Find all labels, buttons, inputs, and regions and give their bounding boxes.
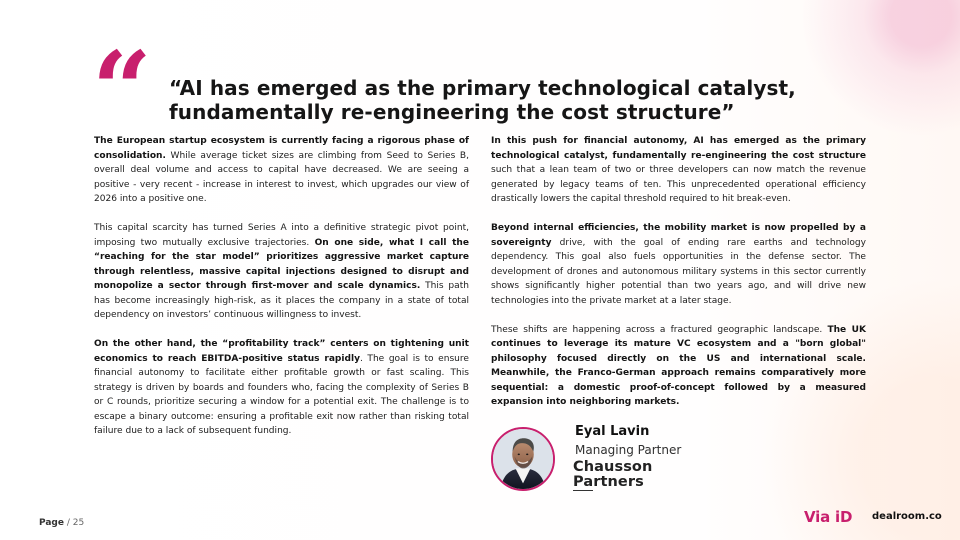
author-name: Eyal Lavin [575, 424, 650, 439]
quote-mark-icon: “ [92, 28, 134, 151]
left-paragraph-1 [94, 134, 469, 207]
right-paragraph-1-bold-text: In this push for financial autonomy, AI has emerged as the primary technological catalyst, fundamentally re-engineering the cost structure [491, 136, 866, 161]
right-paragraph-3-bold-text: The UK continues to leverage its mature VC ecosystem and a "born global" philosophy focused directly on the US and international scale. Meanwhile, the Franco-German approach remains comparatively more sequential: a domestic proof-of-concept followed by a measured expansion into neighboring markets. [491, 324, 866, 407]
left-paragraph-2-end-text: This path has become increasingly high-risk, as it places the company in a state of total dependency on investors’ continuous willingness to invest. [94, 281, 469, 320]
left-paragraph-2-bold-text: On one side, what I call the “reaching for the star model” prioritizes aggressive market capture through relentless, massive capital injections designed to disrupt and monopolize a sector through first-mover and scale dynamics. [94, 237, 469, 291]
company-name-line-2: Partners [573, 474, 644, 490]
right-paragraph-2 [491, 221, 866, 308]
company-logo-underline [573, 490, 593, 491]
author-avatar [491, 427, 555, 491]
right-paragraph-3-intro-text: These shifts are happening across a fractured geographic landscape. [491, 324, 828, 335]
page-separator: / [63, 518, 73, 528]
author-role: Managing Partner [575, 443, 682, 457]
company-name-line-1: Chausson [573, 459, 653, 475]
left-paragraph-1-text: While average ticket sizes are climbing from Seed to Series B, overall deal volume and access to capital have decreased. We are seeing a positive - very recent - increase in interest to invest, which upgrades our view of 2026 into a positive one. [94, 150, 469, 204]
right-paragraph-2-bold-text: Beyond internal efficiencies, the mobility market is now propelled by a sovereignty [491, 223, 866, 248]
right-text-column [491, 134, 866, 424]
headline-quote: “AI has emerged as the primary technological catalyst, fundamentally re-engineering the cost structure” [169, 76, 796, 125]
left-text-column [94, 134, 469, 453]
left-paragraph-1-bold-text: The European startup ecosystem is currently facing a rigorous phase of consolidation. [94, 136, 469, 161]
right-paragraph-2-text: drive, with the goal of ending rare earths and technology dependency. This goal also fuels opportunities in the defense sector. The development of drones and autonomous military systems in this sector currently shows significantly higher potential than two years ago, and will drive new technologies into the private market at a later stage. [491, 237, 866, 306]
portrait-photo-icon [493, 429, 553, 489]
via-id-logo: Via iD [804, 508, 853, 526]
right-paragraph-1 [491, 134, 866, 207]
company-logo [573, 460, 655, 494]
left-paragraph-2-intro-text: This capital scarcity has turned Series A into a definitive strategic pivot point, imposing two mutually exclusive trajectories. [94, 223, 469, 248]
left-paragraph-3 [94, 337, 469, 439]
left-paragraph-2 [94, 221, 469, 323]
page-number-value: 25 [72, 518, 85, 528]
right-paragraph-3 [491, 323, 866, 410]
page-label: Page [39, 518, 64, 528]
page-number [39, 518, 84, 529]
dealroom-logo: dealroom.co [872, 511, 942, 522]
right-paragraph-1-text: such that a lean team of two or three developers can now match the revenue generated by legacy teams of ten. This unprecedented operational efficiency drastically lowers the capital threshold required to hit break-even. [491, 165, 866, 204]
left-paragraph-3-text: . The goal is to ensure financial autonomy to facilitate either profitable growth or fast scaling. This strategy is driven by boards and founders who, facing the complexity of Series B or C rounds, prioritize securing a window for a potential exit. The challenge is to escape a binary outcome: ensuring a profitable exit now rather than risking total failure due to a lack of subsequent funding. [94, 353, 469, 436]
left-paragraph-3-bold-text: On the other hand, the “profitability track” centers on tightening unit economics to reach EBITDA-positive status rapidly [94, 339, 469, 364]
